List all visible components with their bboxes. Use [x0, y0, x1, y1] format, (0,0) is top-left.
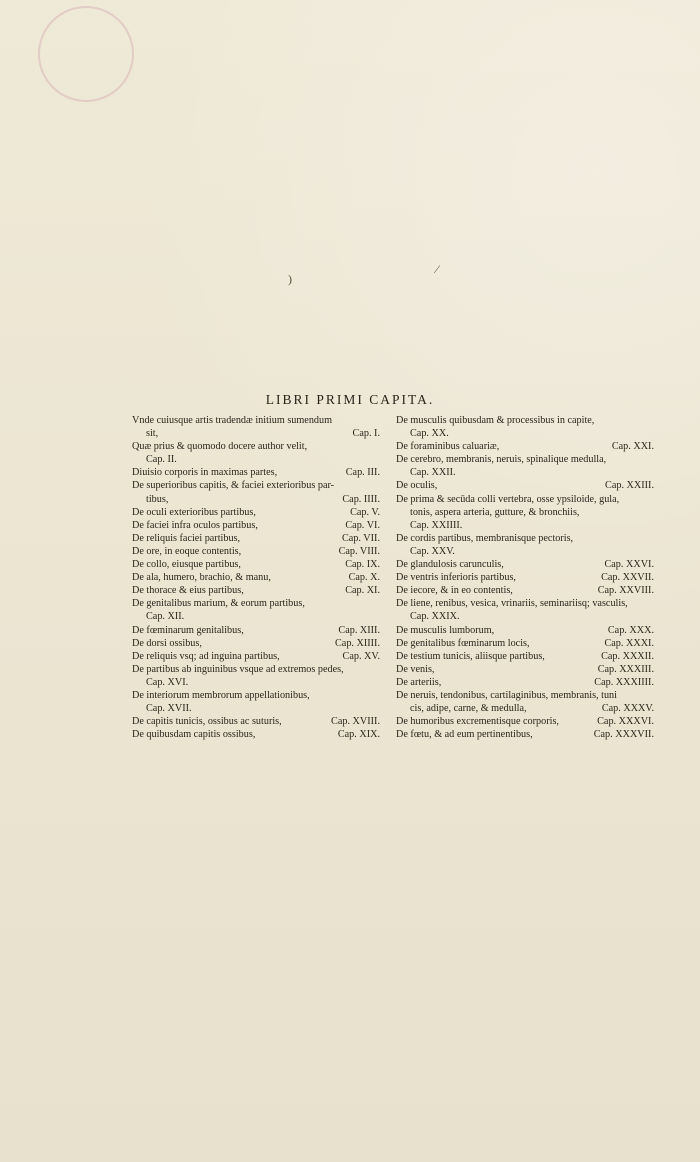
toc-entry-title: De ala, humero, brachio, & manu, — [132, 572, 271, 584]
toc-entry-title: De reliquis vsq; ad inguina partibus, — [132, 650, 280, 662]
toc-entry — [396, 453, 654, 479]
toc-entry — [132, 637, 380, 650]
toc-entry — [396, 624, 654, 637]
toc-entry — [396, 493, 654, 532]
toc-entry-title: De cordis partibus, membranisque pectoris, — [396, 532, 574, 544]
chapter-number: Cap. XXII. — [410, 467, 456, 479]
toc-entry — [132, 519, 380, 532]
toc-entry-title: De interiorum membrorum appellationibus, — [132, 689, 310, 701]
ink-speck: ) — [288, 272, 292, 286]
toc-entry-title: De oculis, — [396, 480, 438, 492]
toc-entry-title: De genitalibus fœminarum locis, — [396, 637, 530, 649]
toc-entry-title: De partibus ab inguinibus vsque ad extremos pedes, — [132, 663, 344, 675]
toc-entry — [132, 728, 380, 741]
toc-entry — [132, 584, 380, 597]
toc-entry — [132, 571, 380, 584]
chapter-number: Cap. V. — [350, 506, 380, 518]
toc-entry — [132, 624, 380, 637]
toc-entry — [396, 440, 654, 453]
toc-entry-title: De cerebro, membranis, neruis, spinalique medulla, — [396, 454, 607, 466]
toc-entry-title: De collo, eiusque partibus, — [132, 559, 241, 571]
toc-entry — [396, 532, 654, 558]
toc-entry-title: De reliquis faciei partibus, — [132, 532, 241, 544]
toc-entry-title: De arteriis, — [396, 676, 442, 688]
toc-entry-title: De musculis lumborum, — [396, 624, 495, 636]
toc-entry-title: De superioribus capitis, & faciei exterioribus par- — [132, 480, 335, 492]
chapter-number: Cap. IIII. — [342, 493, 380, 505]
chapter-number: Cap. XII. — [146, 611, 185, 623]
contents-left-column — [132, 414, 380, 741]
chapter-number: Cap. XVI. — [146, 676, 189, 688]
toc-entry-title: De musculis quibusdam & processibus in capite, — [396, 415, 595, 426]
chapter-number: Cap. XV. — [342, 650, 380, 662]
chapter-number: Cap. XXV. — [410, 545, 455, 557]
toc-entry — [396, 689, 654, 715]
chapter-number: Cap. XXIII. — [605, 480, 654, 492]
toc-entry — [396, 584, 654, 597]
chapter-number: Cap. XVIII. — [331, 716, 380, 728]
chapter-number: Cap. XXXVI. — [597, 716, 654, 728]
toc-entry — [396, 676, 654, 689]
chapter-number: Cap. VII. — [341, 532, 380, 544]
toc-entry-title: De fœtu, & ad eum pertinentibus, — [396, 729, 533, 741]
toc-entry — [396, 479, 654, 492]
page-title: LIBRI PRIMI CAPITA. — [265, 392, 435, 407]
toc-entry-title: De ore, in eoque contentis, — [132, 545, 242, 557]
toc-entry-continuation: tibus, — [146, 493, 169, 505]
chapter-number: Cap. IX. — [345, 559, 380, 571]
toc-entry — [396, 663, 654, 676]
chapter-number: Cap. XIII. — [338, 624, 380, 636]
toc-entry-title: De faciei infra oculos partibus, — [132, 519, 258, 531]
chapter-number: Cap. XXVII. — [601, 572, 654, 584]
toc-entry-title: Diuisio corporis in maximas partes, — [132, 467, 278, 479]
toc-entry-title: De genitalibus marium, & eorum partibus, — [132, 598, 305, 610]
contents-right-column — [396, 414, 654, 741]
chapter-number: Cap. XXIX. — [410, 611, 460, 623]
toc-entry — [132, 663, 380, 689]
chapter-number: Cap. XXVI. — [604, 559, 654, 571]
toc-entry-title: De neruis, tendonibus, cartilaginibus, membranis, tuni — [396, 689, 617, 701]
toc-entry-title: De liene, renibus, vesica, vrinariis, seminariisq; vasculis, — [396, 598, 628, 610]
toc-entry-title: De iecore, & in eo contentis, — [396, 585, 513, 597]
toc-entry — [132, 689, 380, 715]
toc-entry — [132, 715, 380, 728]
toc-entry — [132, 479, 380, 505]
ink-speck: ⁄ — [436, 262, 439, 276]
toc-entry — [132, 532, 380, 545]
toc-entry-title: De prima & secūda colli vertebra, osse ypsiloide, gula, — [396, 493, 620, 505]
toc-entry-continuation: sit, — [146, 428, 159, 440]
chapter-number: Cap. XXXI. — [604, 637, 654, 649]
toc-entry-title: De fœminarum genitalibus, — [132, 624, 244, 636]
toc-entry-title: De dorsi ossibus, — [132, 637, 202, 649]
toc-entry — [396, 597, 654, 623]
library-stamp — [38, 6, 134, 102]
toc-entry — [132, 466, 380, 479]
chapter-number: Cap. XI. — [345, 585, 380, 597]
chapter-number: Cap. XXIIII. — [410, 519, 463, 531]
chapter-number: Cap. XVII. — [146, 703, 192, 715]
toc-entry-title: De testium tunicis, aliisque partibus, — [396, 650, 545, 662]
toc-entry — [396, 571, 654, 584]
toc-entry-title: De humoribus excrementisque corporis, — [396, 716, 559, 728]
chapter-number: Cap. VIII. — [338, 545, 380, 557]
toc-entry — [132, 440, 380, 466]
toc-entry-title: Quæ prius & quomodo docere author velit, — [132, 441, 308, 453]
chapter-number: Cap. XXXV. — [601, 703, 654, 715]
toc-entry-title: Vnde cuiusque artis tradendæ initium sumendum — [132, 415, 333, 426]
toc-entry-title: tonis, aspera arteria, gutture, & bronchiis, — [410, 506, 580, 518]
chapter-number: Cap. XXXIIII. — [594, 676, 654, 688]
toc-entry-title: De quibusdam capitis ossibus, — [132, 729, 256, 741]
toc-entry-title: De thorace & eius partibus, — [132, 585, 244, 597]
chapter-number: Cap. VI. — [345, 519, 380, 531]
toc-entry-title: De capitis tunicis, ossibus ac suturis, — [132, 716, 282, 728]
toc-entry — [396, 558, 654, 571]
toc-entry — [132, 414, 380, 440]
toc-entry-title: De ventris inferioris partibus, — [396, 572, 516, 584]
toc-entry — [132, 650, 380, 663]
toc-entry-continuation: cis, adipe, carne, & medulla, — [410, 703, 527, 715]
toc-entry — [396, 650, 654, 663]
chapter-number: Cap. XX. — [410, 428, 449, 440]
chapter-number: Cap. II. — [146, 454, 177, 466]
toc-entry-title: De oculi exterioribus partibus, — [132, 506, 256, 518]
chapter-number: Cap. XXX. — [607, 624, 654, 636]
chapter-number: Cap. X. — [348, 572, 380, 584]
chapter-number: Cap. I. — [352, 428, 380, 440]
chapter-number: Cap. III. — [345, 467, 380, 479]
toc-entry-title: De foraminibus caluariæ, — [396, 441, 500, 453]
toc-entry — [396, 637, 654, 650]
chapter-number: Cap. XXI. — [611, 441, 654, 453]
chapter-number: Cap. XIIII. — [335, 637, 380, 649]
toc-entry — [396, 728, 654, 741]
toc-entry-title: De venis, — [396, 663, 435, 675]
toc-entry — [132, 545, 380, 558]
toc-entry — [396, 715, 654, 728]
toc-entry-title: De glandulosis carunculis, — [396, 559, 504, 571]
toc-entry — [132, 506, 380, 519]
toc-entry — [396, 414, 654, 440]
chapter-number: Cap. XXXVII. — [593, 729, 654, 741]
toc-entry — [132, 597, 380, 623]
chapter-number: Cap. XXXIII. — [597, 663, 654, 675]
chapter-number: Cap. XXXII. — [601, 650, 654, 662]
chapter-number: Cap. XXVIII. — [597, 585, 654, 597]
toc-entry — [132, 558, 380, 571]
chapter-number: Cap. XIX. — [337, 729, 380, 741]
